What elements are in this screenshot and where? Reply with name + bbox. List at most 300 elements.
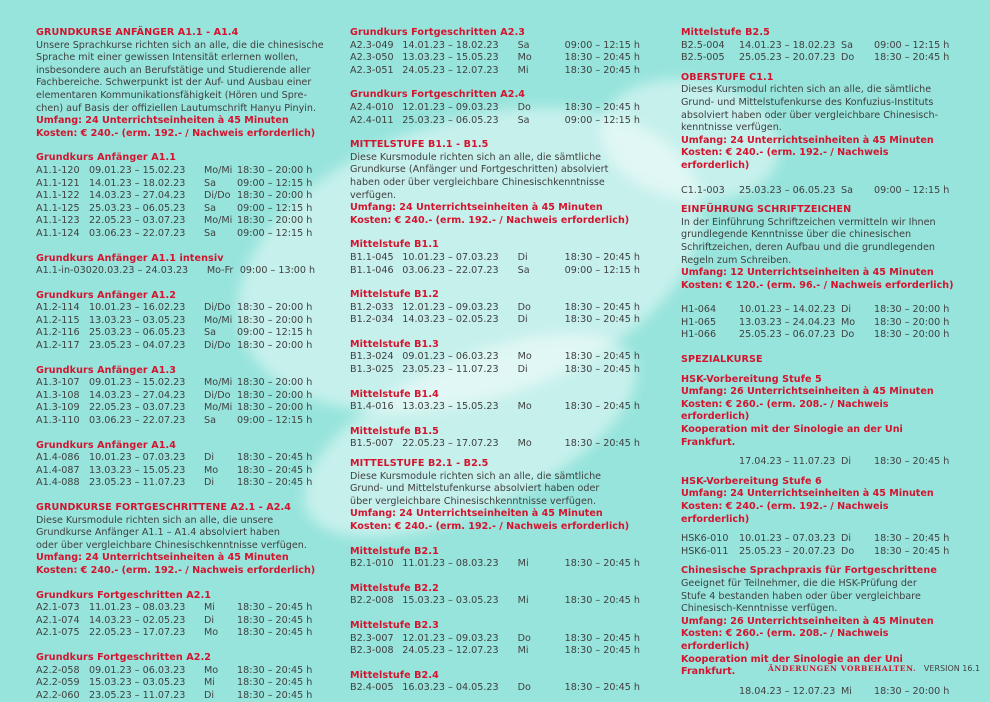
course-table	[350, 252, 640, 277]
spacer	[350, 608, 640, 620]
course-day: Do	[841, 329, 855, 341]
spacer	[681, 469, 956, 476]
spacer	[681, 173, 956, 185]
course-time: 18:30 – 20:00 h	[237, 340, 313, 352]
table-row	[36, 203, 312, 216]
table-row	[681, 185, 949, 198]
course-dates: 14.03.23 – 02.05.23	[89, 614, 186, 626]
course-table	[350, 302, 640, 327]
course-time: 18:30 – 20:45 h	[237, 677, 313, 689]
course-dates: 25.03.23 – 06.05.23	[739, 184, 836, 196]
course-dates: 15.03.23 – 03.05.23	[89, 677, 186, 689]
course-table-hsk6	[681, 533, 949, 558]
spacer	[350, 414, 640, 426]
course-time: 18:30 – 20:45 h	[237, 614, 313, 626]
course-time: 18:30 – 20:45 h	[564, 251, 640, 263]
table-row	[681, 52, 949, 65]
b1-intro-text	[350, 152, 640, 202]
course-time: 18:30 – 20:00 h	[237, 215, 313, 227]
course-code: B2.2-008	[350, 595, 394, 607]
course-day: Mo	[517, 438, 532, 450]
course-dates: 25.05.23 – 06.07.23	[739, 329, 836, 341]
section-title-schriftzeichen: EINFÜHRUNG SCHRIFTZEICHEN	[681, 204, 852, 216]
table-row	[36, 178, 312, 191]
group-title-hsk5: HSK-Vorbereitung Stufe 5	[681, 373, 822, 385]
version-label: VERSION 16.1	[923, 664, 981, 673]
course-groups-b1	[350, 227, 640, 451]
kosten-text: Kosten: € 240.- (erm. 192.- / Nachweis erforderlich)	[681, 501, 889, 525]
umfang-text: Umfang: 24 Unterrichtseinheiten à 45 Minuten	[681, 488, 934, 500]
course-table	[350, 40, 640, 78]
group-title-hsk6: HSK-Vorbereitung Stufe 6	[681, 475, 822, 487]
kosten-text: Kosten: € 120.- (erm. 96.- / Nachweis erforderlich)	[681, 279, 954, 291]
table-row	[350, 351, 640, 364]
course-groups-b	[36, 578, 326, 702]
course-code: A1.4-086	[36, 452, 80, 464]
umfang-text: Umfang: 24 Unterrichtseinheiten à 45 Minuten	[350, 202, 603, 214]
table-row	[36, 415, 312, 428]
table-row	[350, 438, 640, 451]
course-day: Mo	[517, 52, 532, 64]
kosten-text: Kosten: € 240.- (erm. 192.- / Nachweis erforderlich)	[36, 564, 316, 576]
umfang-text: Umfang: 26 Unterrichtseinheiten à 45 Minuten	[681, 615, 934, 627]
course-time: 18:30 – 20:45 h	[564, 52, 640, 64]
table-row	[36, 340, 312, 353]
course-dates: 22.05.23 – 17.07.23	[89, 627, 186, 639]
course-table	[350, 401, 640, 414]
table-row	[350, 52, 640, 65]
course-day: Di	[841, 304, 852, 316]
course-day: Mi	[517, 595, 529, 607]
course-code: A1.1-125	[36, 202, 80, 214]
course-day: Sa	[841, 39, 853, 51]
text-line: oder über vergleichbare Chinesischkenntnisse verfügen.	[36, 539, 307, 551]
course-dates: 20.03.23 – 24.03.23	[91, 265, 189, 277]
text-line: Geeignet für Teilnehmer, die die HSK-Prüfung der	[681, 577, 917, 589]
course-dates: 11.01.23 – 08.03.23	[89, 602, 186, 614]
course-day: Sa	[204, 415, 216, 427]
text-line: In der Einführung Schriftzeichen vermitteln wir Ihnen	[681, 216, 936, 228]
course-day: Mi	[204, 677, 215, 689]
group-title: Grundkurs Anfänger A1.1 intensiv	[36, 252, 224, 264]
text-line: Stufe 4 bestanden haben oder über vergleichbare	[681, 590, 921, 602]
course-dates: 10.01.23 – 07.03.23	[402, 251, 499, 263]
course-code: HSK6-010	[681, 533, 729, 545]
course-time: 18:30 – 20:45 h	[237, 689, 313, 701]
course-code: A1.4-088	[36, 477, 80, 489]
course-time: 18:30 – 20:45 h	[564, 595, 640, 607]
course-table-sprachpraxis	[681, 686, 949, 699]
course-time: 18:30 – 20:00 h	[237, 302, 313, 314]
course-dates: 14.01.23 – 18.02.23	[402, 39, 499, 51]
course-time: 18:30 – 20:45 h	[237, 602, 313, 614]
group-title: Mittelstufe B2.4	[350, 669, 439, 681]
table-row	[350, 102, 640, 115]
spacer	[36, 353, 326, 365]
text-line: Grund- und Mittelstufenkurse absolviert haben oder	[350, 483, 600, 495]
spacer	[350, 534, 640, 546]
course-code: A2.1-073	[36, 602, 80, 614]
course-dates: 09.01.23 – 06.03.23	[89, 664, 186, 676]
table-row	[36, 390, 312, 403]
course-code: A1.3-109	[36, 402, 80, 414]
course-day: Di/Do	[204, 389, 231, 401]
course-code: A2.2-058	[36, 664, 80, 676]
course-table	[36, 602, 312, 640]
group-title: Grundkurs Fortgeschritten A2.1	[36, 589, 212, 601]
table-row	[36, 602, 312, 615]
spacer	[681, 292, 956, 304]
sz-intro-text	[681, 217, 956, 267]
course-time: 09:00 – 12:15 h	[237, 202, 313, 214]
course-dates: 25.03.23 – 06.05.23	[402, 114, 499, 126]
course-day: Sa	[204, 327, 216, 339]
course-day: Mo	[204, 627, 219, 639]
umfang-text: Umfang: 24 Unterrichtseinheiten à 45 Minuten	[36, 115, 289, 127]
table-row	[681, 40, 949, 53]
kosten-text: Kosten: € 240.- (erm. 192.- / Nachweis erforderlich)	[681, 147, 889, 171]
course-time: 18:30 – 20:00 h	[237, 402, 313, 414]
group-title: Mittelstufe B2.3	[350, 619, 439, 631]
group-title: Mittelstufe B1.3	[350, 338, 439, 350]
group-title: Grundkurs Anfänger A1.1	[36, 152, 177, 164]
course-day: Do	[517, 101, 531, 113]
course-time: 09:00 – 12:15 h	[237, 327, 313, 339]
course-day: Mo	[204, 464, 219, 476]
course-day: Mo	[841, 316, 856, 328]
course-day: Mi	[517, 645, 529, 657]
course-time: 09:00 – 12:15 h	[237, 415, 313, 427]
course-time: 18:30 – 20:00 h	[237, 314, 313, 326]
column-3	[681, 27, 956, 698]
course-day: Mi	[841, 685, 852, 697]
course-dates: 03.06.23 – 22.07.23	[89, 415, 186, 427]
table-row	[36, 265, 315, 278]
table-row	[36, 402, 312, 415]
course-code: A1.1-120	[36, 164, 80, 176]
course-time: 18:30 – 20:45 h	[237, 627, 313, 639]
table-row	[681, 456, 949, 469]
course-time: 18:30 – 20:45 h	[564, 632, 640, 644]
course-code: B1.2-034	[350, 314, 394, 326]
course-dates: 16.03.23 – 04.05.23	[402, 682, 499, 694]
course-day: Sa	[517, 114, 530, 126]
course-table	[350, 558, 640, 571]
course-day: Di/Do	[204, 340, 231, 352]
course-table	[350, 633, 640, 658]
section-title-b1: MITTELSTUFE B1.1 - B1.5	[350, 139, 489, 151]
text-line: über vergleichbare Chinesischkenntnisse verfügen.	[350, 495, 597, 507]
course-code: A2.3-050	[350, 52, 394, 64]
course-time: 18:30 – 20:45 h	[874, 533, 950, 545]
kosten-text: Kosten: € 240.- (erm. 192.- / Nachweis erforderlich)	[36, 127, 316, 139]
course-dates: 13.03.23 – 03.05.23	[89, 314, 186, 326]
kooperation-text: Kooperation mit der Sinologie an der Uni Frankfurt.	[681, 653, 903, 678]
course-dates: 14.01.23 – 18.02.23	[739, 39, 836, 51]
table-row	[36, 190, 312, 203]
text-line: verfügen.	[350, 189, 397, 201]
umfang-text: Umfang: 24 Unterrichtseinheiten à 45 Minuten	[36, 552, 289, 564]
course-day: Di	[204, 477, 215, 489]
table-row	[36, 215, 312, 228]
course-day: Do	[517, 682, 531, 694]
course-day: Di/Do	[204, 190, 231, 202]
table-row	[36, 302, 312, 315]
course-day: Sa	[204, 227, 216, 239]
course-day: Do	[517, 301, 531, 313]
section-title-c1: OBERSTUFE C1.1	[681, 71, 774, 83]
course-day: Mo/Mi	[204, 215, 233, 227]
course-code: A1.1-in-030	[36, 265, 92, 277]
course-dates: 13.03.23 – 15.05.23	[402, 52, 499, 64]
course-table	[350, 102, 640, 127]
course-dates: 18.04.23 – 12.07.23	[739, 685, 836, 697]
table-row	[350, 645, 640, 658]
umfang-text: Umfang: 24 Unterrichtseinheiten à 45 Minuten	[350, 508, 603, 520]
course-day: Di	[841, 456, 852, 468]
table-row	[350, 65, 640, 78]
course-dates: 14.01.23 – 18.02.23	[89, 177, 186, 189]
spacer	[681, 342, 956, 354]
course-dates: 24.05.23 – 12.07.23	[402, 645, 499, 657]
text-line: Grundkurse Anfänger A1.1 – A1.4 absolviert haben	[36, 527, 280, 539]
course-table-hsk5	[681, 456, 949, 469]
course-dates: 15.03.23 – 03.05.23	[402, 595, 499, 607]
course-code: A2.3-049	[350, 39, 394, 51]
text-line: Diese Kursmodule richten sich an alle, die sämtliche	[350, 470, 602, 482]
table-row	[350, 314, 640, 327]
course-time: 18:30 – 20:45 h	[564, 438, 640, 450]
kooperation-text: Kooperation mit der Sinologie an der Uni Frankfurt.	[681, 424, 903, 448]
course-code: A1.3-108	[36, 389, 80, 401]
text-line: absolviert haben oder über vergleichbare Chinesisch-	[681, 109, 939, 121]
table-row	[36, 477, 312, 490]
spacer	[681, 558, 956, 565]
kosten-text: Kosten: € 260.- (erm. 208.- / Nachweis erforderlich)	[681, 628, 889, 652]
table-row	[350, 252, 640, 265]
course-day: Di	[517, 251, 528, 263]
spacer	[350, 377, 640, 389]
spacer	[36, 490, 326, 502]
course-dates: 09.01.23 – 15.02.23	[89, 164, 186, 176]
course-dates: 25.05.23 – 20.07.23	[739, 545, 836, 557]
table-row	[350, 401, 640, 414]
course-code: B1.1-046	[350, 264, 394, 276]
text-line: insbesondere auch an Berufstätige und Studierende aller	[36, 64, 311, 76]
group-title: Grundkurs Fortgeschritten A2.2	[36, 651, 212, 663]
course-code: C1.1-003	[681, 184, 725, 196]
course-dates: 12.01.23 – 09.03.23	[402, 632, 499, 644]
course-code: A1.1-123	[36, 215, 80, 227]
text-line: Diese Kursmodule richten sich an alle, die sämtliche	[350, 151, 602, 163]
course-day: Mo	[517, 351, 532, 363]
course-day: Do	[841, 545, 855, 557]
course-time: 18:30 – 20:45 h	[874, 52, 950, 64]
course-dates: 09.01.23 – 06.03.23	[402, 351, 499, 363]
course-code: B2.3-008	[350, 645, 394, 657]
course-day: Di	[517, 364, 528, 376]
text-line: Unsere Sprachkurse richten sich an alle, die die chinesische	[36, 39, 324, 51]
course-day: Mi	[204, 602, 215, 614]
course-day: Di	[841, 533, 852, 545]
table-row	[681, 546, 949, 559]
course-dates: 10.01.23 – 07.03.23	[739, 533, 836, 545]
kosten-text: Kosten: € 240.- (erm. 192.- / Nachweis erforderlich)	[350, 521, 630, 532]
course-time: 18:30 – 20:45 h	[237, 464, 313, 476]
course-time: 18:30 – 20:45 h	[564, 301, 640, 313]
course-table-b25	[681, 40, 949, 65]
course-table	[36, 302, 312, 352]
course-dates: 14.03.23 – 27.04.23	[89, 389, 186, 401]
course-time: 09:00 – 12:15 h	[237, 227, 313, 239]
table-row	[36, 465, 312, 478]
table-row	[36, 377, 312, 390]
course-day: Mi	[517, 64, 529, 76]
course-day: Sa	[204, 202, 216, 214]
course-day: Mo	[517, 401, 532, 413]
course-code: A1.2-114	[36, 302, 80, 314]
course-table	[36, 452, 312, 490]
course-code: H1-065	[681, 316, 717, 328]
course-day: Di	[204, 689, 215, 701]
text-line: Diese Kursmodule richten sich an alle, die unsere	[36, 514, 274, 526]
text-line: Fachbereiche. Schwerpunkt ist der Auf- und Ausbau einer	[36, 77, 312, 89]
course-dates: 13.03.23 – 15.05.23	[402, 401, 499, 413]
course-day: Mo-Fr	[206, 265, 234, 277]
spacer	[36, 140, 326, 152]
spacer	[681, 679, 956, 686]
course-code: A2.2-059	[36, 677, 80, 689]
group-title: Grundkurs Anfänger A1.4	[36, 439, 177, 451]
course-dates: 25.03.23 – 06.05.23	[89, 327, 186, 339]
table-row	[36, 228, 312, 241]
course-code: B1.3-024	[350, 351, 394, 363]
course-time: 18:30 – 20:00 h	[874, 685, 950, 697]
spacer	[350, 77, 640, 89]
course-code: A1.3-110	[36, 415, 80, 427]
course-code: A1.2-116	[36, 327, 80, 339]
table-row	[350, 265, 640, 278]
course-code: B2.4-005	[350, 682, 394, 694]
course-dates: 25.03.23 – 06.05.23	[89, 202, 186, 214]
course-dates: 10.01.23 – 14.02.23	[739, 304, 836, 316]
course-time: 18:30 – 20:45 h	[564, 101, 640, 113]
text-line: Grundkurse (Anfänger und Fortgeschritten) absolviert	[350, 164, 609, 176]
course-code: A1.1-122	[36, 190, 80, 202]
course-code: H1-064	[681, 304, 717, 316]
course-dates: 24.05.23 – 12.07.23	[402, 64, 499, 76]
group-title: Mittelstufe B2.1	[350, 545, 439, 557]
spacer	[350, 277, 640, 289]
course-day: Sa	[517, 39, 530, 51]
course-time: 18:30 – 20:45 h	[564, 645, 640, 657]
group-title: Grundkurs Fortgeschritten A2.3	[350, 27, 526, 38]
course-time: 18:30 – 20:45 h	[564, 364, 640, 376]
course-code: A1.3-107	[36, 377, 80, 389]
column-1	[36, 27, 326, 702]
group-title-b25: Mittelstufe B2.5	[681, 27, 770, 38]
intro-text	[36, 40, 326, 116]
course-day: Di	[517, 314, 528, 326]
table-row	[36, 690, 312, 702]
course-dates: 12.01.23 – 09.03.23	[402, 301, 499, 313]
course-time: 18:30 – 20:45 h	[237, 477, 313, 489]
course-time: 18:30 – 20:00 h	[237, 389, 313, 401]
course-table-schriftzeichen	[681, 304, 949, 342]
course-table	[350, 682, 640, 695]
course-time: 09:00 – 12:15 h	[874, 184, 950, 196]
course-day: Mi	[517, 558, 529, 570]
course-day: Mo/Mi	[204, 164, 233, 176]
spacer	[350, 658, 640, 670]
course-day: Mo/Mi	[204, 377, 233, 389]
course-day: Di	[204, 614, 215, 626]
c1-intro-text	[681, 84, 956, 134]
umfang-text: Umfang: 26 Unterrichtseinheiten à 45 Minuten	[681, 386, 934, 398]
course-code: B2.1-010	[350, 558, 394, 570]
course-code	[681, 686, 739, 699]
course-time: 18:30 – 20:00 h	[874, 329, 950, 341]
course-code: A2.1-075	[36, 627, 80, 639]
course-table	[36, 377, 312, 427]
table-row	[681, 533, 949, 546]
text-line: Schriftzeichen, deren Aufbau und die grundlegenden	[681, 241, 935, 253]
course-time: 09:00 – 12:15 h	[564, 39, 640, 51]
course-time: 09:00 – 12:15 h	[564, 114, 640, 126]
table-row	[350, 633, 640, 646]
section-title-b2: MITTELSTUFE B2.1 - B2.5	[350, 458, 489, 470]
course-time: 18:30 – 20:45 h	[874, 456, 950, 468]
table-row	[36, 452, 312, 465]
table-row	[36, 627, 312, 640]
changes-notice: ÄNDERUNGEN VORBEHALTEN.	[768, 664, 917, 673]
course-code: A2.4-011	[350, 114, 394, 126]
course-code: B1.1-045	[350, 251, 394, 263]
course-dates: 03.06.23 – 22.07.23	[89, 227, 186, 239]
table-row	[350, 558, 640, 571]
table-row	[350, 115, 640, 128]
kosten-text: Kosten: € 260.- (erm. 208.- / Nachweis erforderlich)	[681, 398, 889, 423]
course-day: Do	[517, 632, 531, 644]
spacer	[36, 278, 326, 290]
course-dates: 23.05.23 – 11.07.23	[402, 364, 499, 376]
course-time: 09:00 – 12:15 h	[874, 39, 950, 51]
spacer	[681, 449, 956, 456]
spacer	[681, 65, 956, 72]
course-day: Sa	[841, 184, 853, 196]
course-dates: 22.05.23 – 03.07.23	[89, 215, 186, 227]
course-table	[36, 165, 312, 241]
course-code: B2.5-005	[681, 52, 725, 64]
sp-intro-text	[681, 578, 956, 616]
course-day: Di/Do	[204, 302, 231, 314]
course-code: H1-066	[681, 329, 717, 341]
course-time: 18:30 – 20:45 h	[237, 452, 313, 464]
course-table	[36, 665, 312, 702]
course-time: 09:00 – 12:15 h	[237, 177, 313, 189]
course-day: Do	[841, 52, 855, 64]
course-code: B1.2-033	[350, 301, 394, 313]
section-title-fortgeschrittene: GRUNDKURSE FORTGESCHRITTENE A2.1 - A2.4	[36, 502, 292, 513]
course-dates: 14.03.23 – 27.04.23	[89, 190, 186, 202]
spacer	[36, 640, 326, 652]
course-day: Sa	[204, 177, 216, 189]
table-row	[350, 595, 640, 608]
group-title: Grundkurs Fortgeschritten A2.4	[350, 89, 526, 101]
footer	[768, 664, 980, 673]
table-row	[681, 329, 949, 342]
course-time: 18:30 – 20:45 h	[564, 401, 640, 413]
